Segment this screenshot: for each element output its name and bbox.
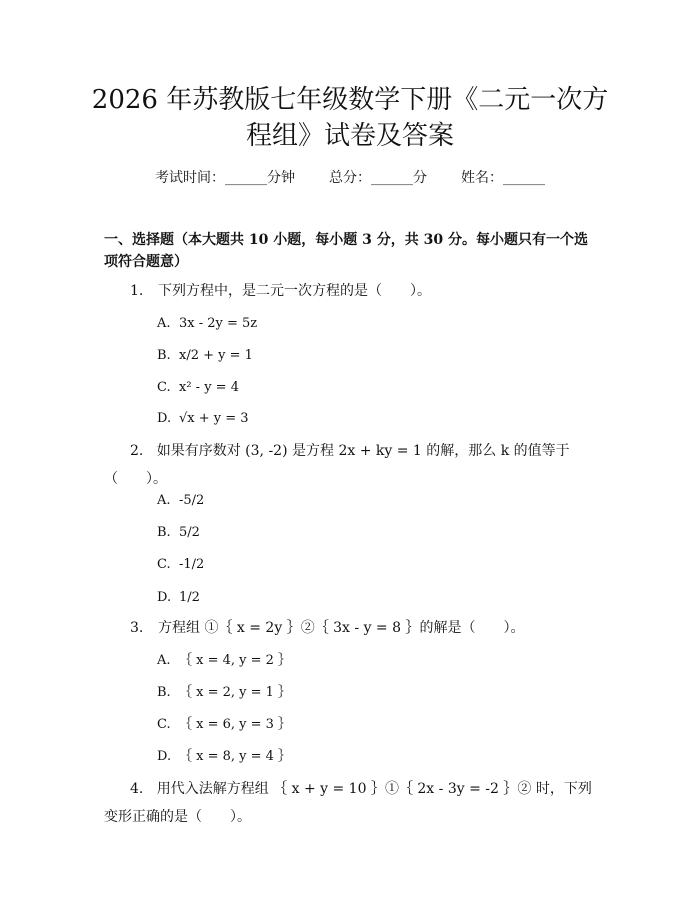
option-text: 5/2 xyxy=(179,525,200,540)
option-text: ｛ x = 8, y = 4 ｝ xyxy=(179,749,292,764)
option-label: C. xyxy=(157,717,171,732)
option-text: 1/2 xyxy=(179,590,200,605)
question-2 xyxy=(104,437,600,493)
option-label: A. xyxy=(157,653,171,668)
option-text: x² - y = 4 xyxy=(179,380,239,395)
option-3b xyxy=(157,683,291,703)
exam-time-field: 考试时间：______分钟 xyxy=(155,170,295,186)
question-number: 4. xyxy=(130,781,144,797)
total-score-field: 总分：______分 xyxy=(329,170,427,186)
question-text: 下列方程中，是二元一次方程的是（ ）。 xyxy=(158,283,431,299)
question-number: 2. xyxy=(130,443,144,459)
option-label: C. xyxy=(157,557,171,572)
option-1b xyxy=(157,346,253,366)
question-text: 如果有序数对 (3, -2) 是方程 2x + ky = 1 的解，那么 k 的值等于（ ）。 xyxy=(104,443,570,487)
option-2a xyxy=(157,491,204,511)
option-1c xyxy=(157,378,239,398)
option-text: ｛ x = 4, y = 2 ｝ xyxy=(179,653,292,668)
question-text: 方程组 ①｛ x = 2y ｝②｛ 3x - y = 8 ｝的解是（ ）。 xyxy=(158,620,525,636)
option-label: B. xyxy=(157,525,171,540)
option-label: D. xyxy=(157,411,172,426)
option-1a xyxy=(157,314,257,334)
student-name-field: 姓名：______ xyxy=(461,170,545,186)
question-number: 1. xyxy=(130,283,144,299)
option-label: D. xyxy=(157,590,172,605)
question-1 xyxy=(130,281,431,301)
section-heading-choice: 一、选择题（本大题共 10 小题，每小题 3 分，共 30 分。每小题只有一个选项符合题意） xyxy=(104,232,588,270)
option-label: D. xyxy=(157,749,172,764)
question-3 xyxy=(130,618,524,638)
option-text: √x + y = 3 xyxy=(179,411,249,426)
option-text: 3x - 2y = 5z xyxy=(179,316,258,331)
question-4 xyxy=(104,775,600,831)
option-text: -5/2 xyxy=(179,493,205,508)
option-text: -1/2 xyxy=(179,557,205,572)
option-text: x/2 + y = 1 xyxy=(179,348,253,363)
option-text: ｛ x = 6, y = 3 ｝ xyxy=(179,717,292,732)
option-3a xyxy=(157,651,291,671)
question-text: 用代入法解方程组 ｛ x + y = 10 ｝①｛ 2x - 3y = -2 ｝② 时，下列变形正确的是（ ）。 xyxy=(104,781,592,825)
exam-meta-line xyxy=(0,168,700,188)
option-2b xyxy=(157,523,200,543)
page-title: 2026 年苏教版七年级数学下册《二元一次方程组》试卷及答案 xyxy=(91,85,609,151)
question-number: 3. xyxy=(130,620,144,636)
option-2c xyxy=(157,555,204,575)
option-3c xyxy=(157,715,291,735)
option-2d xyxy=(157,588,200,608)
option-label: B. xyxy=(157,348,171,363)
option-label: B. xyxy=(157,685,171,700)
option-3d xyxy=(157,747,291,767)
option-1d xyxy=(157,409,249,429)
option-label: A. xyxy=(157,316,171,331)
option-text: ｛ x = 2, y = 1 ｝ xyxy=(179,685,292,700)
option-label: A. xyxy=(157,493,171,508)
option-label: C. xyxy=(157,380,171,395)
